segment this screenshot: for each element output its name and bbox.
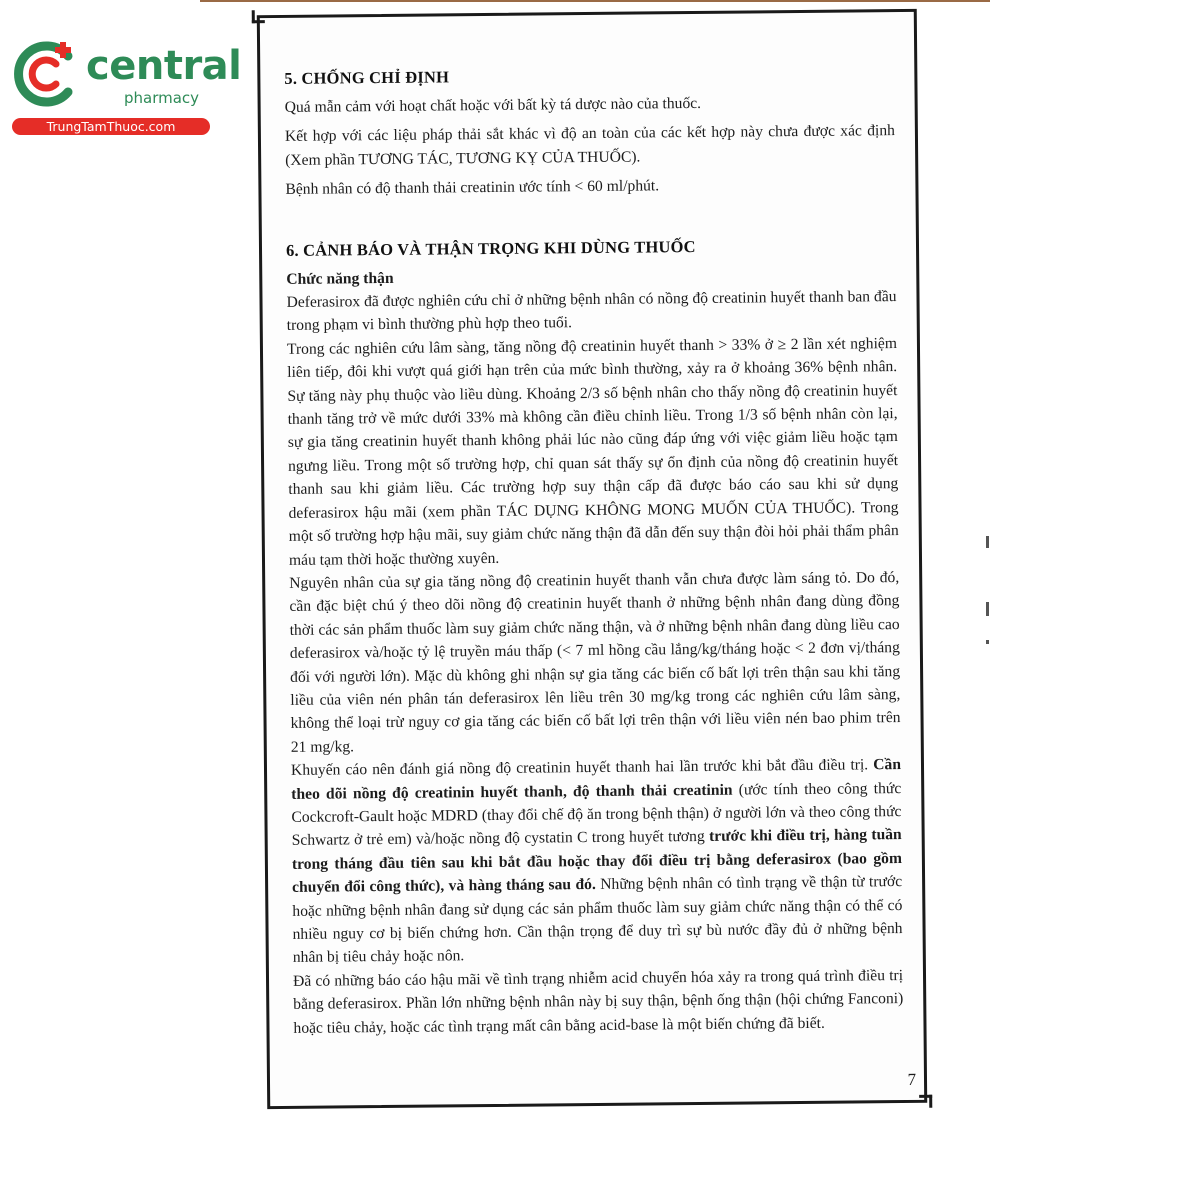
body-paragraph: Trong các nghiên cứu lâm sàng, tăng nồng độ creatinin huyết thanh > 33% ở ≥ 2 lần xét nghiệm liên tiếp, đôi khi vượt quá giới hạn trên của mức bình thường, xảy ra ở khoảng 36% bệnh nhân. Sự tăng này phụ thuộc vào liều dùng. Khoảng 2/3 số bệnh nhân cho thấy nồng độ creatinin huyết thanh tăng trở về mức dưới 33% mà không cần điều chỉnh liều. Trong 1/3 số bệnh nhân còn lại, sự gia tăng creatinin huyết thanh không phải lúc nào cũng đáp ứng với việc giảm liều hoặc tạm ngưng liều. Trong một số trường hợp, chỉ quan sát thấy sự ổn định của nồng độ creatinin huyết thanh sau khi giảm liều. Các trường hợp suy thận cấp đã được báo cáo sau khi sử dụng deferasirox hậu mãi (xem phần TÁC DỤNG KHÔNG MONG MUỐN CỦA THUỐC). Trong một số trường hợp hậu mãi, suy giảm chức năng thận đã dẫn đến suy thận đòi hỏi phải thẩm phân máu tạm thời hoặc thường xuyên.	[286, 334, 899, 569]
scan-mark	[986, 602, 989, 616]
text-run: (ước tính theo công thức Cockcroft-Gault hoặc MDRD (thay đổi chế độ ăn trong bệnh thận) ở người lớn và theo công thức Schwartz ở trẻ em) và/hoặc nồng độ cystatin C trong huyết tương	[291, 779, 902, 850]
page-content	[284, 62, 903, 1040]
logo-sub-text: pharmacy	[124, 89, 200, 107]
section-6-heading: 6. CẢNH BÁO VÀ THẬN TRỌNG KHI DÙNG THUỐC	[285, 236, 696, 260]
section-5-heading: 5. CHỐNG CHỈ ĐỊNH	[284, 67, 450, 88]
logo-brand-text: central	[86, 43, 242, 89]
bold-text-run: Cần theo dõi nồng độ creatinin huyết thanh, độ thanh thải creatinin	[291, 756, 902, 803]
section-5-paragraph: Bệnh nhân có độ thanh thải creatinin ước tính < 60 ml/phút.	[285, 177, 660, 199]
logo-banner: TrungTamThuoc.com	[12, 118, 210, 135]
body-paragraph-monitoring	[291, 753, 903, 970]
central-pharmacy-logo	[6, 34, 242, 138]
scan-top-edge	[200, 0, 990, 2]
section-gap	[286, 196, 896, 240]
body-paragraph: Nguyên nhân của sự gia tăng nồng độ creatinin huyết thanh vẫn chưa được làm sáng tỏ. Do đó, cần đặc biệt chú ý theo dõi nồng độ creatinin huyết thanh ở những bệnh nhân đang dùng đồng thời các sản phẩm thuốc làm suy giảm chức năng thận, và ở những bệnh nhân đang dùng liều cao deferasirox và/hoặc tỷ lệ truyền máu thấp (< 7 ml hồng cầu lắng/kg/tháng hoặc < 2 đơn vị/tháng đối với người lớn). Mặc dù không ghi nhận sự gia tăng các biến cố bất lợi trên thận sau khi tăng liều của viên nén phân tán deferasirox lên liều trên 30 mg/kg trong các nghiên cứu lâm sàng, không thể loại trừ nguy cơ gia tăng các biến cố bất lợi trên thận với liều viên nén bao phim trên 21 mg/kg.	[289, 568, 901, 756]
text-run: Khuyến cáo nên đánh giá nồng độ creatinin huyết thanh hai lần trước khi bắt đầu điều trị.	[290, 756, 874, 780]
scan-edge-marks	[986, 530, 1000, 670]
page-corner-mark	[252, 10, 265, 23]
subsection-heading: Chức năng thận	[286, 269, 394, 288]
body-paragraph: Đã có những báo cáo hậu mãi về tình trạng nhiễm acid chuyển hóa xảy ra trong quá trình điều trị bằng deferasirox. Phần lớn những bệnh nhân này bị suy thận, bệnh ống thận (hội chứng Fanconi) hoặc tiêu chảy, hoặc các tình trạng mất cân bằng acid-base là một biến chứng đã biết.	[292, 966, 904, 1037]
page-corner-mark	[919, 1095, 932, 1108]
pharmacy-mark-icon	[6, 34, 86, 114]
scan-mark	[986, 640, 989, 644]
section-5-paragraph: Kết hợp với các liệu pháp thải sắt khác vì độ an toàn của các kết hợp này chưa được xác định (Xem phần TƯƠNG TÁC, TƯƠNG KỴ CỦA THUỐC).	[284, 122, 895, 169]
text-run: Những bệnh nhân có tình trạng về thận từ trước hoặc những bệnh nhân đang sử dụng các sản phẩm thuốc làm suy giảm chức năng thận có thể có nhiều nguy cơ bị biến chứng hơn. Cần thận trọng để duy trì sự bù nước đầy đủ ở những bệnh nhân bị tiêu chảy hoặc nôn.	[292, 873, 903, 967]
document-page	[257, 9, 927, 1109]
page-number: 7	[907, 1069, 917, 1089]
section-5-paragraph: Quá mẫn cảm với hoạt chất hoặc với bất kỳ tá dược nào của thuốc.	[284, 94, 702, 116]
body-paragraph: Deferasirox đã được nghiên cứu chỉ ở những bệnh nhân có nồng độ creatinin huyết thanh ban đầu trong phạm vi bình thường phù hợp theo tuổi.	[286, 288, 897, 335]
bold-text-run: trước khi điều trị, hàng tuần trong tháng đầu tiên sau khi bắt đầu hoặc thay đổi điều trị bằng deferasirox (bao gồm chuyển đổi công thức), và hàng tháng sau đó.	[291, 826, 902, 897]
scan-mark	[986, 536, 989, 548]
